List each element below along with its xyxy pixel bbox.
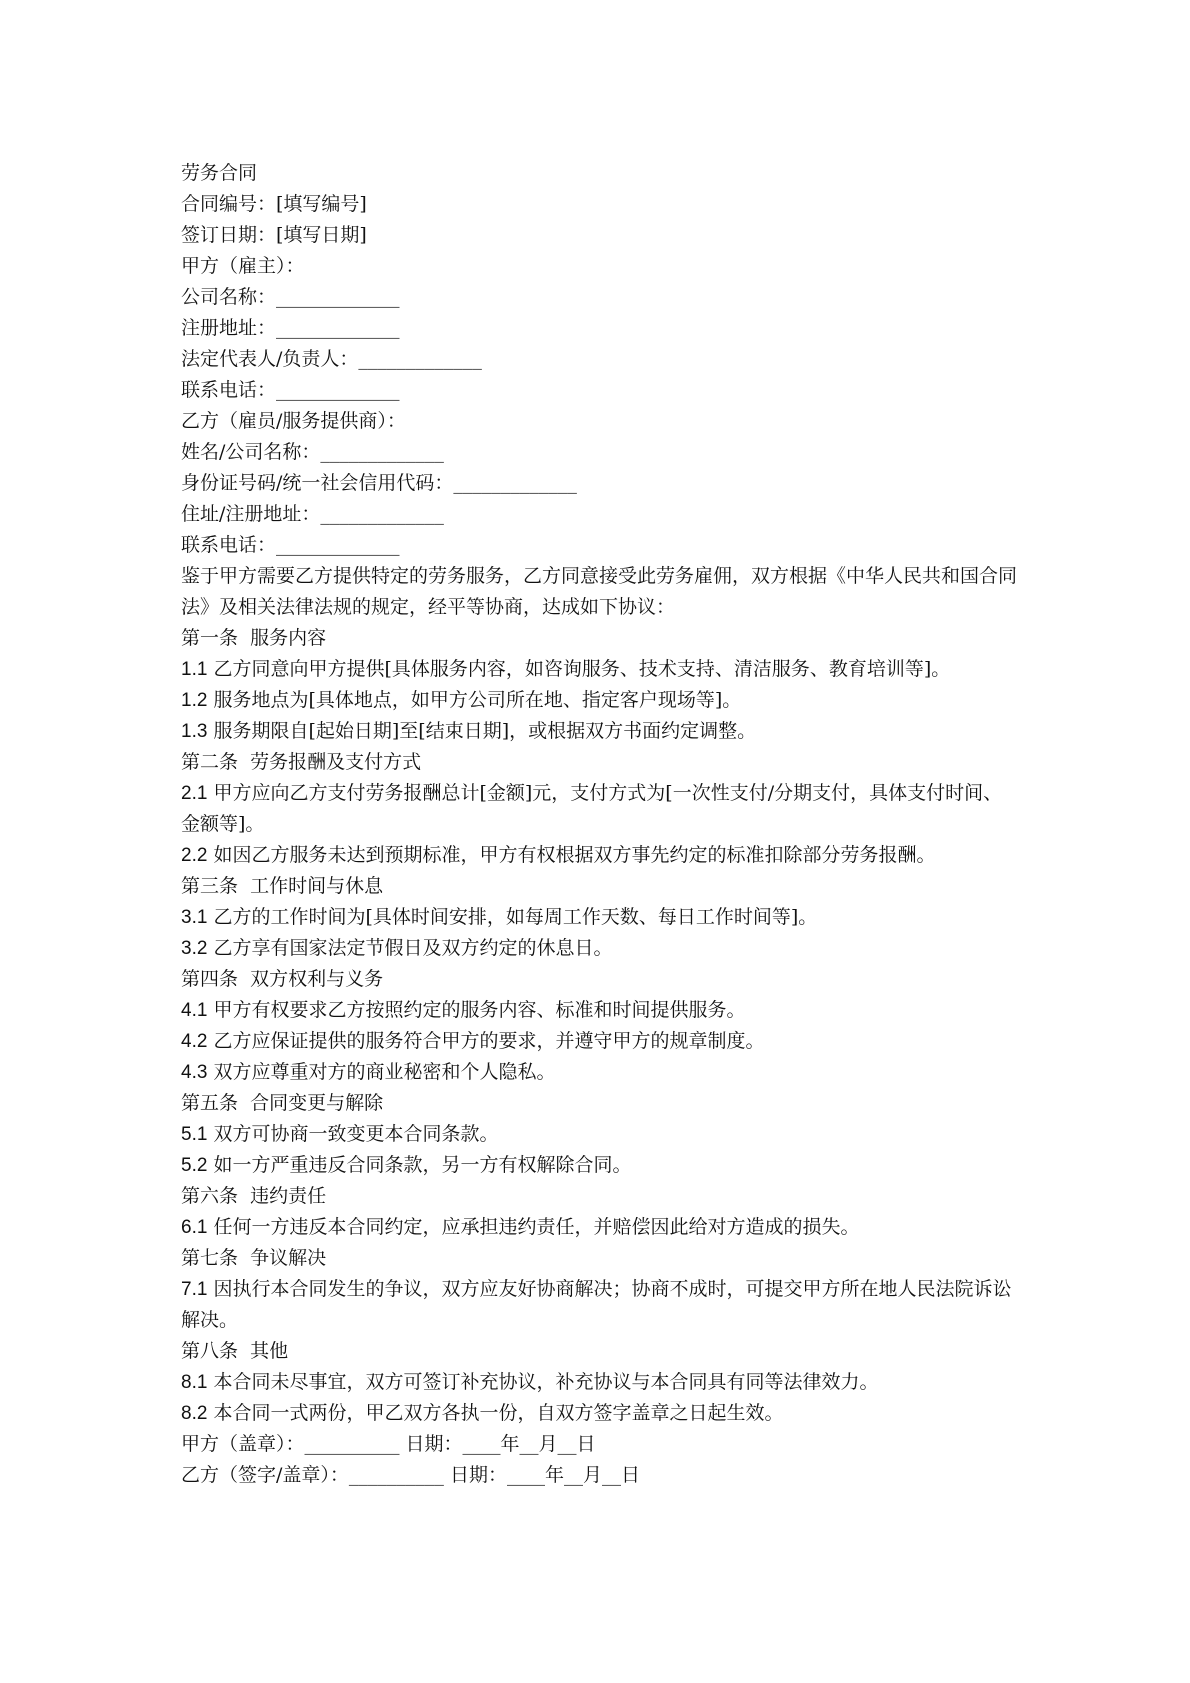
- contract-document: [181, 158, 1021, 1491]
- clause-text: 因执行本合同发生的争议，双方应友好协商解决；协商不成时，可提交甲方所在地人民法院诉讼解决。: [181, 1278, 1012, 1331]
- clause-number: 8.1: [181, 1372, 208, 1393]
- clause-paragraph: [181, 1274, 1021, 1336]
- article-heading: 第三条 工作时间与休息: [181, 875, 384, 897]
- sign-date-field: 签订日期：[填写日期]: [181, 224, 367, 246]
- clause-number: 1.2: [181, 690, 208, 711]
- clause-number: 4.1: [181, 1000, 208, 1021]
- clause-text: 任何一方违反本合同约定，应承担违约责任，并赔偿因此给对方造成的损失。: [213, 1216, 860, 1238]
- clause-paragraph: [181, 1119, 1021, 1150]
- clause-number: 5.2: [181, 1155, 208, 1176]
- clause-paragraph: [181, 933, 1021, 964]
- article-heading: 第四条 双方权利与义务: [181, 968, 384, 990]
- clause-paragraph: [181, 1212, 1021, 1243]
- clause-paragraph: [181, 840, 1021, 871]
- clause-text: 乙方应保证提供的服务符合甲方的要求，并遵守甲方的规章制度。: [213, 1030, 765, 1052]
- contract-number-field: 合同编号：[填写编号]: [181, 193, 367, 215]
- clause-text: 乙方的工作时间为[具体时间安排，如每周工作天数、每日工作时间等]。: [213, 906, 818, 928]
- clause-number: 4.2: [181, 1031, 208, 1052]
- clause-text: 乙方同意向甲方提供[具体服务内容，如咨询服务、技术支持、清洁服务、教育培训等]。: [213, 658, 951, 680]
- party-a-heading: 甲方（雇主）：: [181, 255, 305, 277]
- party-a-phone-field: 联系电话：_____________: [181, 379, 400, 401]
- article-heading: 第二条 劳务报酬及支付方式: [181, 751, 422, 773]
- article-heading: 第一条 服务内容: [181, 627, 327, 649]
- clause-number: 1.3: [181, 721, 208, 742]
- article-heading: 第八条 其他: [181, 1340, 289, 1362]
- clause-text: 双方应尊重对方的商业秘密和个人隐私。: [213, 1061, 556, 1083]
- clause-text: 甲方应向乙方支付劳务报酬总计[金额]元，支付方式为[一次性支付/分期支付，具体支付时间、金额等]。: [181, 782, 1003, 835]
- party-b-name-field: 姓名/公司名称：_____________: [181, 441, 444, 463]
- clause-text: 服务地点为[具体地点，如甲方公司所在地、指定客户现场等]。: [213, 689, 742, 711]
- clause-number: 6.1: [181, 1217, 208, 1238]
- clause-paragraph: [181, 1150, 1021, 1181]
- clause-text: 双方可协商一致变更本合同条款。: [213, 1123, 499, 1145]
- clause-number: 4.3: [181, 1062, 208, 1083]
- clause-paragraph: [181, 1057, 1021, 1088]
- party-b-heading: 乙方（雇员/服务提供商）：: [181, 410, 406, 432]
- clause-paragraph: [181, 654, 1021, 685]
- clause-paragraph: [181, 716, 1021, 747]
- party-a-legal-rep-field: 法定代表人/负责人：_____________: [181, 348, 482, 370]
- clause-text: 服务期限自[起始日期]至[结束日期]，或根据双方书面约定调整。: [213, 720, 757, 742]
- clause-text: 如因乙方服务未达到预期标准，甲方有权根据双方事先约定的标准扣除部分劳务报酬。: [213, 844, 936, 866]
- preamble-paragraph: 鉴于甲方需要乙方提供特定的劳务服务，乙方同意接受此劳务雇佣，双方根据《中华人民共和国合同法》及相关法律法规的规定，经平等协商，达成如下协议：: [181, 565, 1018, 618]
- clause-paragraph: [181, 778, 1021, 840]
- clause-number: 1.1: [181, 659, 208, 680]
- clause-paragraph: [181, 1026, 1021, 1057]
- clause-text: 如一方严重违反合同条款，另一方有权解除合同。: [213, 1154, 632, 1176]
- clause-number: 7.1: [181, 1279, 208, 1300]
- clause-number: 3.1: [181, 907, 208, 928]
- clause-paragraph: [181, 902, 1021, 933]
- clause-text: 本合同一式两份，甲乙双方各执一份，自双方签字盖章之日起生效。: [213, 1402, 784, 1424]
- party-b-address-field: 住址/注册地址：_____________: [181, 503, 444, 525]
- article-heading: 第七条 争议解决: [181, 1247, 327, 1269]
- party-a-company-field: 公司名称：_____________: [181, 286, 400, 308]
- party-b-signature-line: 乙方（签字/盖章）：__________ 日期：____年__月__日: [181, 1464, 640, 1486]
- party-b-phone-field: 联系电话：_____________: [181, 534, 400, 556]
- party-b-id-field: 身份证号码/统一社会信用代码：_____________: [181, 472, 577, 494]
- clause-paragraph: [181, 685, 1021, 716]
- clause-paragraph: [181, 1398, 1021, 1429]
- party-a-address-field: 注册地址：_____________: [181, 317, 400, 339]
- clause-paragraph: [181, 995, 1021, 1026]
- clause-text: 本合同未尽事宜，双方可签订补充协议，补充协议与本合同具有同等法律效力。: [213, 1371, 879, 1393]
- document-title: 劳务合同: [181, 162, 258, 184]
- clause-number: 8.2: [181, 1403, 208, 1424]
- party-a-signature-line: 甲方（盖章）：__________ 日期：____年__月__日: [181, 1433, 596, 1455]
- article-heading: 第六条 违约责任: [181, 1185, 327, 1207]
- clause-number: 5.1: [181, 1124, 208, 1145]
- clause-text: 乙方享有国家法定节假日及双方约定的休息日。: [213, 937, 613, 959]
- clause-number: 2.2: [181, 845, 208, 866]
- article-heading: 第五条 合同变更与解除: [181, 1092, 384, 1114]
- clause-number: 3.2: [181, 938, 208, 959]
- articles-list: [181, 623, 1021, 1429]
- clause-text: 甲方有权要求乙方按照约定的服务内容、标准和时间提供服务。: [213, 999, 746, 1021]
- clause-paragraph: [181, 1367, 1021, 1398]
- clause-number: 2.1: [181, 783, 208, 804]
